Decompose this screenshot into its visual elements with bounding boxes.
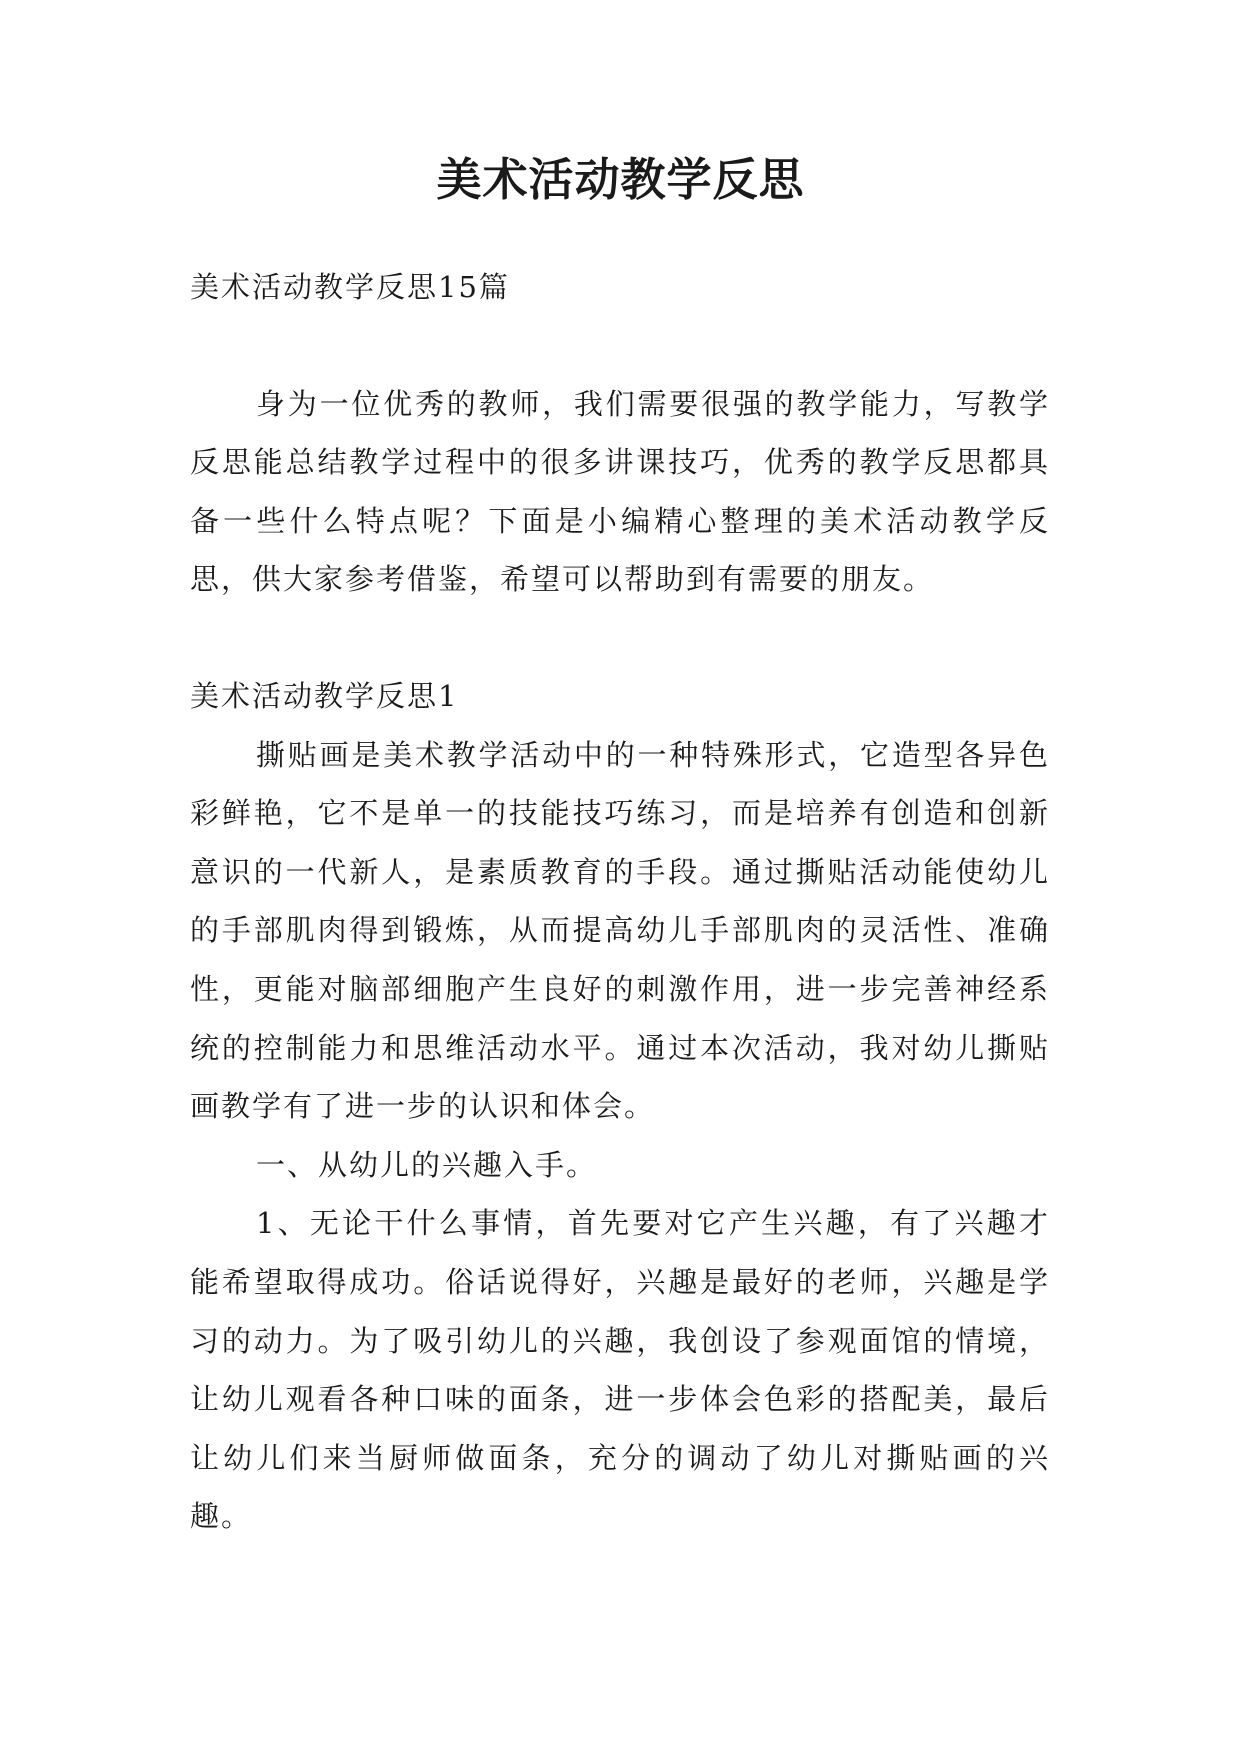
document-body — [190, 258, 1050, 1546]
document-title: 美术活动教学反思 — [436, 153, 805, 206]
section-heading: 美术活动教学反思1 — [190, 678, 459, 713]
body-paragraph: 撕贴画是美术教学活动中的一种特殊形式，它造型各异色彩鲜艳，它不是单一的技能技巧练习，而是培养有创造和创新意识的一代新人，是素质教育的手段。通过撕贴活动能使幼儿的手部肌肉得到锻炼，从而提高幼儿手部肌肉的灵活性、准确性，更能对脑部细胞产生良好的刺激作用，进一步完善神经系统的控制能力和思维活动水平。通过本次活动，我对幼儿撕贴画教学有了进一步的认识和体会。 — [190, 737, 1050, 1124]
document-subtitle: 美术活动教学反思15篇 — [190, 270, 510, 304]
body-paragraph: 1、无论干什么事情，首先要对它产生兴趣，有了兴趣才能希望取得成功。俗话说得好，兴趣是最好的老师，兴趣是学习的动力。为了吸引幼儿的兴趣，我创设了参观面馆的情境，让幼儿观看各种口味的面条，进一步体会色彩的搭配美，最后让幼儿们来当厨师做面条，充分的调动了幼儿对撕贴画的兴趣。 — [190, 1206, 1050, 1534]
intro-paragraph: 身为一位优秀的教师，我们需要很强的教学能力，写教学反思能总结教学过程中的很多讲课技巧，优秀的教学反思都具备一些什么特点呢？下面是小编精心整理的美术活动教学反思，供大家参考借鉴，希望可以帮助到有需要的朋友。 — [190, 386, 1050, 597]
point-heading: 一、从幼儿的兴趣入手。 — [256, 1147, 598, 1182]
